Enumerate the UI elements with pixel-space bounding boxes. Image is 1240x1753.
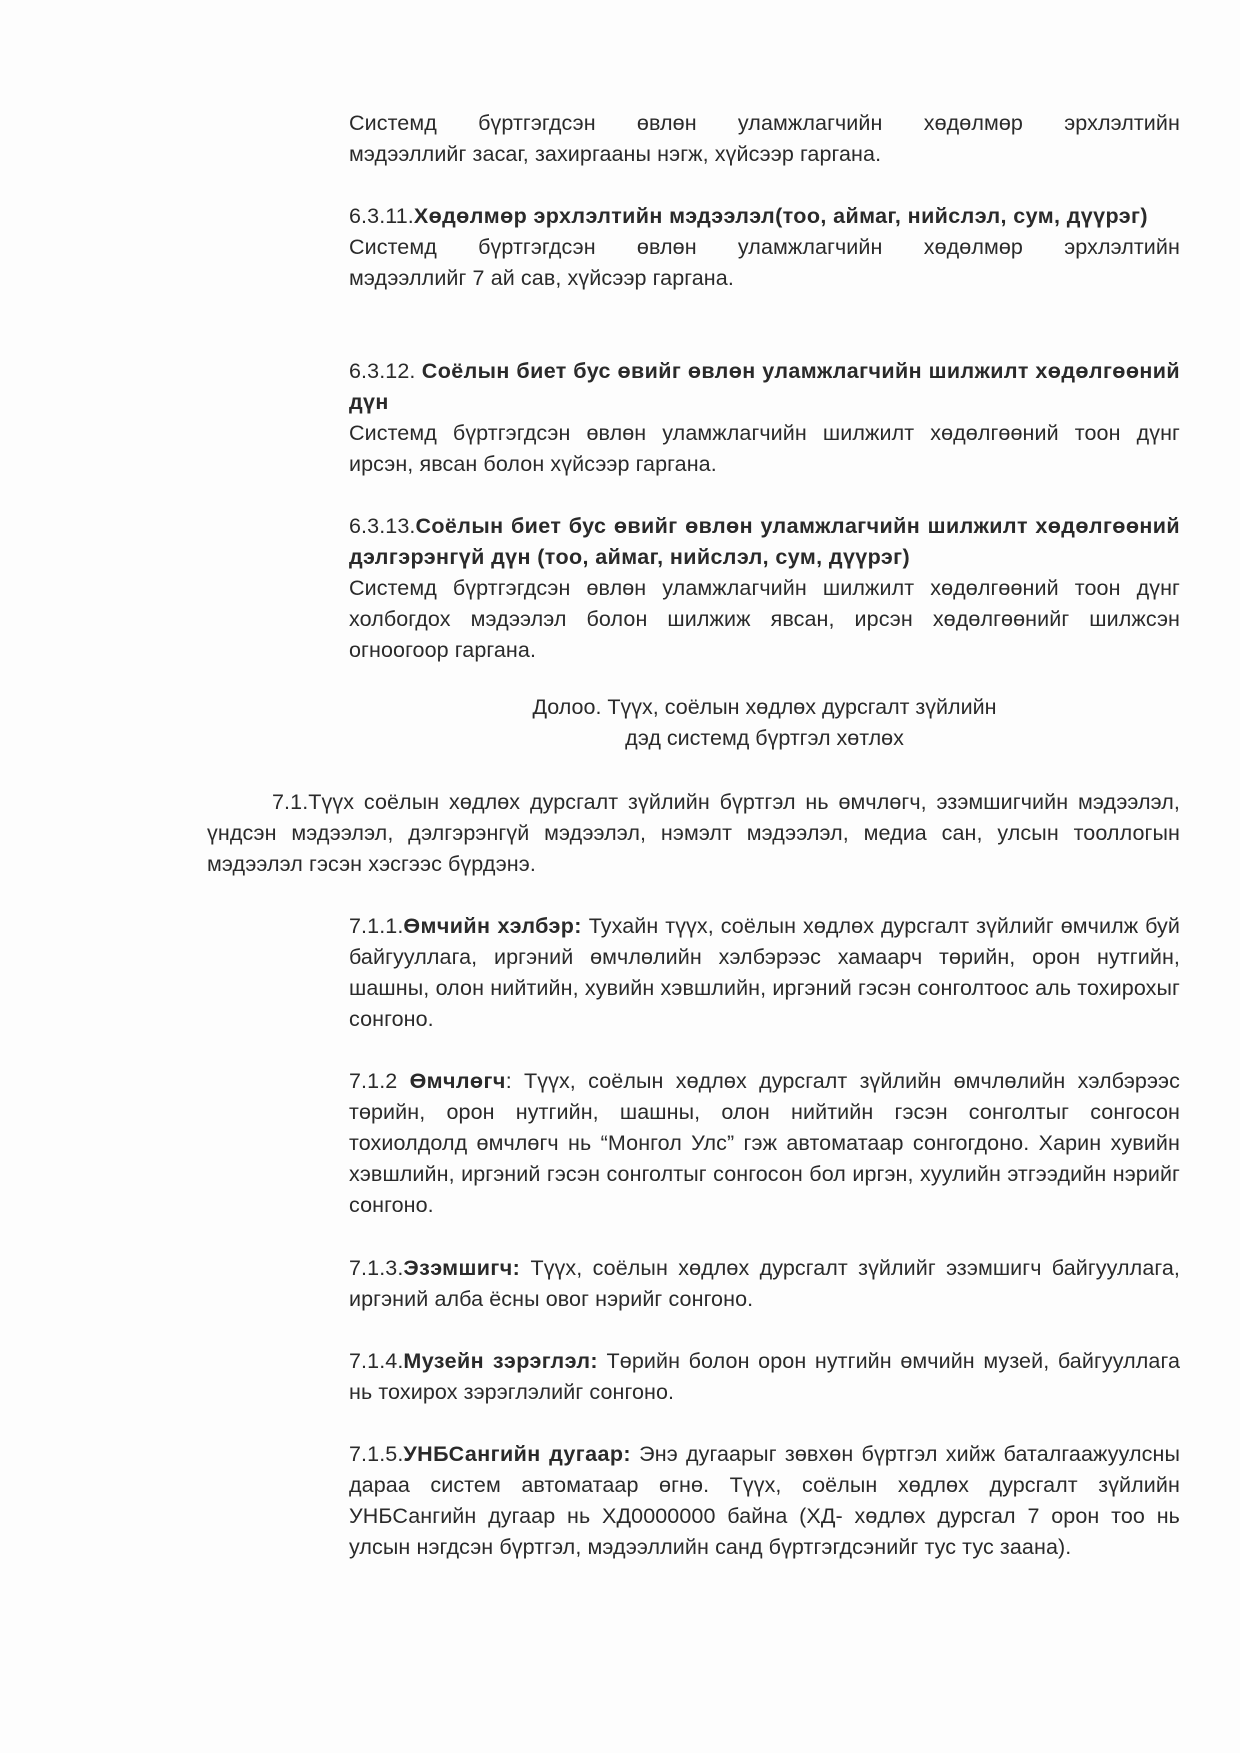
section-number: 6.3.11. [349, 204, 414, 228]
chapter-title-line: дэд системд бүртгэл хөтлөх [625, 726, 904, 750]
section-number: 7.1.3. [349, 1256, 404, 1280]
section-number: 7.1.1. [349, 914, 404, 938]
section-body: Түүх, соёлын хөдлөх дурсгалт зүйлийг эзэмшигч байгууллага, иргэний алба ёсны овог нэрийг сонгоно. [349, 1256, 1180, 1311]
section-title: Хөдөлмөр эрхлэлтийн мэдээлэл(тоо, аймаг, нийслэл, сум, дүүрэг) [413, 204, 1148, 228]
section-7-1-2 [349, 1066, 1180, 1221]
section-body: Төрийн болон орон нутгийн өмчийн музей, байгууллага нь тохирох зэрэглэлийг сонгоно. [349, 1349, 1180, 1404]
section-title: Музейн зэрэглэл: [403, 1349, 598, 1373]
section-body-line: Системд бүртгэгдсэн өвлөн уламжлагчийн хөдөлмөр эрхлэлтийн [349, 235, 1180, 259]
section-title: УНБСангийн дугаар: [403, 1442, 631, 1466]
section-body-line: мэдээллийг 7 ай сав, хүйсээр гаргана. [349, 266, 734, 290]
section-title: Өмчийн хэлбэр: [403, 914, 582, 938]
section-heading [349, 356, 1180, 418]
section-6-3-12 [349, 356, 1180, 480]
section-7-1-3 [349, 1253, 1180, 1315]
section-heading [349, 511, 1180, 573]
chapter-title [349, 692, 1180, 754]
section-number: 7.1.5. [349, 1442, 404, 1466]
section-6-3-11 [349, 201, 1180, 294]
section-7-1-1 [349, 911, 1180, 1035]
section-number: 6.3.13. [349, 514, 416, 538]
section-number: 6.3.12. [349, 359, 422, 383]
section-6-3-13 [349, 511, 1180, 666]
section-title: Эзэмшигч: [403, 1256, 521, 1280]
section-body: : Түүх, соёлын хөдлөх дурсгалт зүйлийн өмчлөлийн хэлбэрээс төрийн, орон нутгийн, шашны, олон нийтийн гэсэн сонголтыг сонгосон тохиолдолд өмчлөгч нь “Монгол Улс” гэж автоматаар сонгогдоно. Харин хувийн хэвшлийн, иргэний гэсэн сонголтыг сонгосон бол иргэн, хуулийн этгээдийн нэрийг сонгоно. [349, 1069, 1180, 1217]
section-heading [349, 201, 1180, 232]
section-7-1-5 [349, 1439, 1180, 1563]
section-title: Соёлын биет бус өвийг өвлөн уламжлагчийн шилжилт хөдөлгөөний дүн [349, 359, 1180, 414]
paragraph-continuation [349, 108, 1180, 170]
section-number: 7.1.2 [349, 1069, 410, 1093]
section-body: Энэ дугаарыг зөвхөн бүртгэл хийж баталгаажуулсны дараа систем автоматаар өгнө. Түүх, соёлын хөдлөх дурсгалт зүйлийн УНБСангийн дугаар нь ХД0000000 байна (ХД- хөдлөх дурсгал 7 орон тоо нь улсын нэгдсэн бүртгэл, мэдээллийн санд бүртгэгдсэнийг тус тус заана). [349, 1442, 1180, 1559]
section-body: Системд бүртгэгдсэн өвлөн уламжлагчийн шилжилт хөдөлгөөний тоон дүнг ирсэн, явсан болон хүйсээр гаргана. [349, 421, 1180, 476]
section-title: Өмчлөгч [409, 1069, 506, 1093]
section-title: Соёлын биет бус өвийг өвлөн уламжлагчийн шилжилт хөдөлгөөний дэлгэрэнгүй дүн (тоо, аймаг, нийслэл, сум, дүүрэг) [349, 514, 1180, 569]
section-body: Системд бүртгэгдсэн өвлөн уламжлагчийн шилжилт хөдөлгөөний тоон дүнг холбогдох мэдээлэл болон шилжиж явсан, ирсэн хөдөлгөөнийг шилжсэн огноогоор гаргана. [349, 576, 1180, 662]
section-7-1: 7.1.Түүх соёлын хөдлөх дурсгалт зүйлийн бүртгэл нь өмчлөгч, эзэмшигчийн мэдээлэл, үндсэн мэдээлэл, дэлгэрэнгүй мэдээлэл, нэмэлт мэдээлэл, медиа сан, улсын тооллогын мэдээлэл гэсэн хэсгээс бүрдэнэ. [207, 790, 1180, 876]
section-7-1-4 [349, 1346, 1180, 1408]
section-body: Тухайн түүх, соёлын хөдлөх дурсгалт зүйлийг өмчилж буй байгууллага, иргэний өмчлөлийн хэлбэрээс хамаарч төрийн, орон нутгийн, шашны, олон нийтийн, хувийн хэвшлийн, иргэний гэсэн сонголтоос аль тохирохыг сонгоно. [349, 914, 1180, 1031]
paragraph-line: Системд бүртгэгдсэн өвлөн уламжлагчийн хөдөлмөр эрхлэлтийн [349, 111, 1180, 135]
chapter-title-line: Долоо. Түүх, соёлын хөдлөх дурсгалт зүйлийн [532, 695, 997, 719]
paragraph-line: мэдээллийг засаг, захиргааны нэгж, хүйсээр гаргана. [349, 142, 882, 166]
section-number: 7.1.4. [349, 1349, 404, 1373]
